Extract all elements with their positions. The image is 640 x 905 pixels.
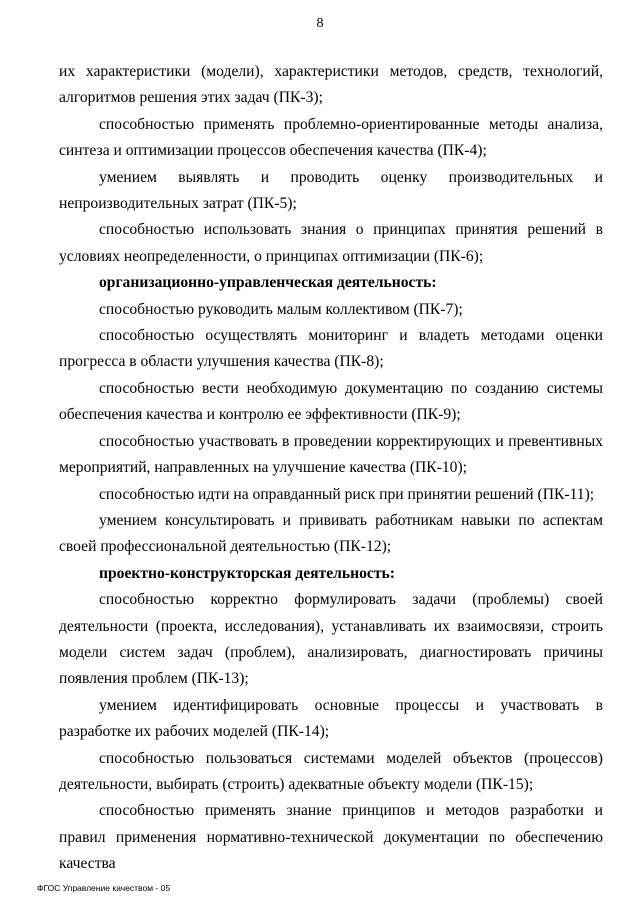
paragraph: способностью руководить малым коллективом (ПК-7);	[99, 300, 463, 318]
paragraph: способностью осуществлять мониторинг и владеть методами оценки прогресса в области улучшения качества (ПК-8);	[59, 327, 603, 371]
paragraph: умением консультировать и прививать работникам навыки по аспектам своей профессиональной деятельностью (ПК-12);	[59, 511, 603, 556]
paragraph: способностью вести необходимую документацию по созданию системы обеспечения качества и контролю ее эффективности (ПК-9);	[59, 379, 603, 424]
paragraph: умением идентифицировать основные процессы и участвовать в разработке их рабочих моделей (ПК-14);	[59, 696, 603, 741]
paragraph: способностью использовать знания о принципах принятия решений в условиях неопределенности, о принципах оптимизации (ПК-6);	[59, 221, 603, 265]
paragraph: способностью пользоваться системами моделей объектов (процессов) деятельности, выбирать (строить) адекватные объекту модели (ПК-15);	[59, 749, 603, 793]
section-heading: организационно-управленческая деятельность:	[99, 274, 437, 292]
document-body	[59, 59, 603, 878]
page-number: 8	[316, 16, 324, 31]
paragraph: способностью участвовать в проведении корректирующих и превентивных мероприятий, направленных на улучшение качества (ПК-10);	[59, 432, 603, 477]
paragraph: способностью применять знание принципов и методов разработки и правил применения нормативно-технической документации по обеспечению качества	[59, 802, 603, 873]
paragraph: способностью идти на оправданный риск при принятии решений (ПК-11);	[99, 485, 595, 503]
paragraph: умением выявлять и проводить оценку производительных и непроизводительных затрат (ПК-5);	[59, 168, 603, 213]
page-footer: ФГОС Управление качеством - 05	[37, 883, 171, 893]
paragraph: их характеристики (модели), характеристики методов, средств, технологий, алгоритмов решения этих задач (ПК-3);	[59, 63, 603, 107]
paragraph: способностью применять проблемно-ориентированные методы анализа, синтеза и оптимизации процессов обеспечения качества (ПК-4);	[59, 115, 603, 160]
paragraph: способностью корректно формулировать задачи (проблемы) своей деятельности (проекта, исследования), устанавливать их взаимосвязи, строить модели систем задач (проблем), анализировать, диагностировать причины появления проблем (ПК-13);	[59, 591, 603, 688]
section-heading: проектно-конструкторская деятельность:	[99, 564, 395, 582]
